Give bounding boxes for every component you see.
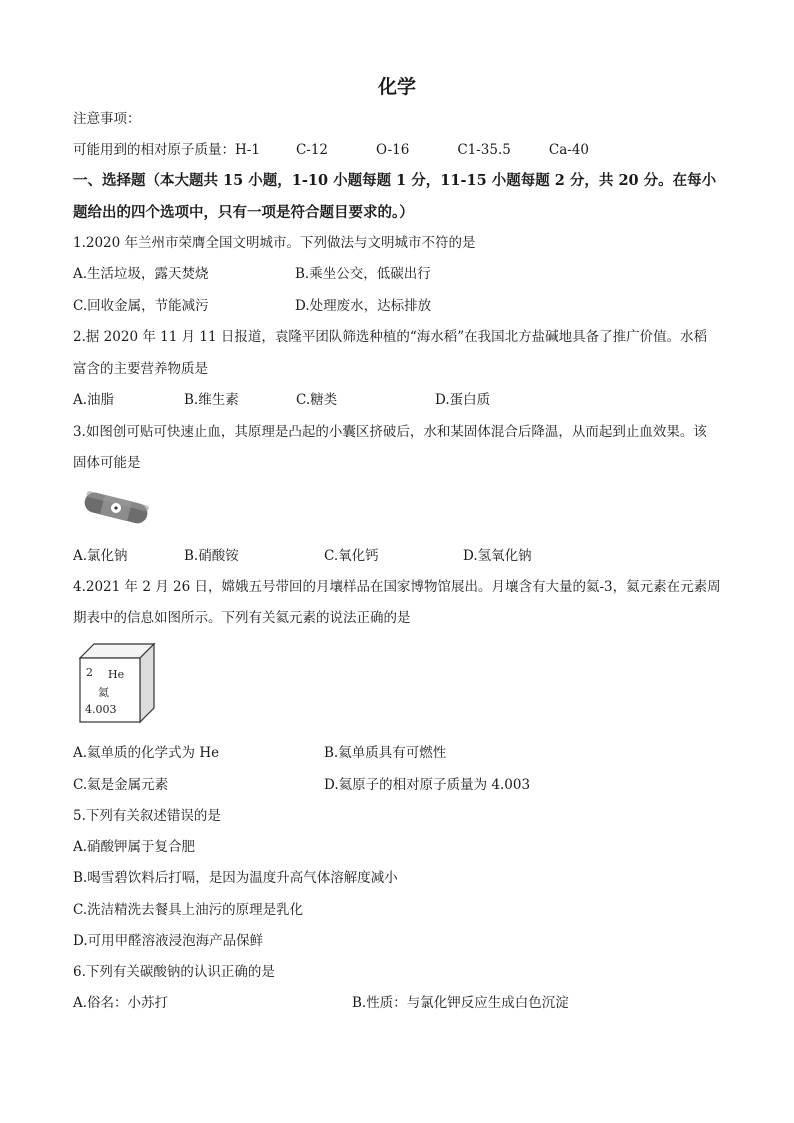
- q5-option-c: C.洗洁精洗去餐具上油污的原理是乳化: [73, 902, 304, 918]
- q1-stem: 1.2020 年兰州市荣膺全国文明城市。下列做法与文明城市不符的是: [73, 235, 476, 251]
- q5-option-b: B.喝雪碧饮料后打嗝，是因为温度升高气体溶解度减小: [73, 870, 398, 886]
- q1-option-a: A.生活垃圾，露天焚烧: [73, 266, 209, 282]
- q6-option-a: A.俗名：小苏打: [73, 995, 169, 1011]
- q2-option-d: D.蛋白质: [435, 392, 491, 408]
- atomic-mass-line: [73, 141, 589, 159]
- q4-stem-line2: 期表中的信息如图所示。下列有关氦元素的说法正确的是: [73, 610, 411, 626]
- q4-options-row1: [73, 744, 733, 762]
- atomic-mass-o: O-16: [376, 142, 410, 158]
- atomic-mass-cl: C1-35.5: [457, 142, 511, 158]
- page-title: 化学: [377, 76, 416, 98]
- q5-option-d: D.可用甲醛溶液浸泡海产品保鲜: [73, 933, 264, 949]
- helium-element-cell: [76, 640, 158, 724]
- element-name: 氦: [98, 686, 109, 699]
- bandage-figure: [80, 482, 152, 534]
- q3-options: [73, 547, 733, 565]
- q3-option-d: D.氢氧化钠: [463, 548, 532, 564]
- q1-option-d: D.处理废水，达标排放: [295, 298, 432, 314]
- atomic-mass-h: H-1: [235, 142, 260, 158]
- q4-option-c: C.氦是金属元素: [73, 777, 169, 793]
- q1-options-row2: [73, 297, 733, 315]
- q3-option-b: B.硝酸铵: [184, 548, 239, 564]
- q1-option-b: B.乘坐公交，低碳出行: [295, 266, 431, 282]
- q3-option-a: A.氯化钠: [73, 548, 128, 564]
- q6-option-b: B.性质：与氯化钾反应生成白色沉淀: [352, 995, 569, 1011]
- q4-stem-line1: 4.2021 年 2 月 26 日，嫦娥五号带回的月壤样品在国家博物馆展出。月壤含有大量的氦-3，氦元素在元素周: [73, 579, 721, 595]
- q6-stem: 6.下列有关碳酸钠的认识正确的是: [73, 964, 275, 980]
- q3-option-c: C.氧化钙: [324, 548, 379, 564]
- element-number: 2: [86, 666, 93, 679]
- atomic-mass-label: 可能用到的相对原子质量：: [73, 142, 235, 158]
- atomic-mass-ca: Ca-40: [548, 142, 589, 158]
- q5-stem: 5.下列有关叙述错误的是: [73, 808, 221, 824]
- q1-options-row1: [73, 265, 733, 283]
- q3-stem-line1: 3.如图创可贴可快速止血，其原理是凸起的小囊区挤破后，水和某固体混合后降温，从而起到止血效果。该: [73, 424, 707, 440]
- q3-stem-line2: 固体可能是: [73, 455, 141, 471]
- q4-option-d: D.氦原子的相对原子质量为 4.003: [324, 777, 531, 793]
- q2-option-c: C.糖类: [296, 392, 338, 408]
- q1-option-c: C.回收金属，节能减污: [73, 298, 209, 314]
- q5-option-a: A.硝酸钾属于复合肥: [73, 839, 196, 855]
- q2-options: [73, 391, 733, 409]
- element-mass: 4.003: [85, 703, 117, 716]
- q4-option-b: B.氦单质具有可燃性: [324, 745, 447, 761]
- element-symbol: He: [108, 668, 125, 681]
- q4-option-a: A.氦单质的化学式为 He: [73, 745, 220, 761]
- q2-option-a: A.油脂: [73, 392, 115, 408]
- atomic-mass-c: C-12: [295, 142, 329, 158]
- q2-stem-line1: 2.据 2020 年 11 月 11 日报道，袁隆平团队筛选种植的“海水稻”在我国北方盐碱地具备了推广价值。水稻: [73, 329, 708, 345]
- notice-label: 注意事项：: [73, 111, 141, 127]
- q2-option-b: B.维生素: [184, 392, 239, 408]
- q2-stem-line2: 富含的主要营养物质是: [73, 361, 208, 377]
- section-heading-line2: 题给出的四个选项中，只有一项是符合题目要求的。）: [73, 204, 414, 221]
- section-heading-line1: 一、选择题（本大题共 15 小题，1-10 小题每题 1 分，11-15 小题每题 2 分，共 20 分。在每小: [73, 172, 717, 189]
- q6-options: [73, 994, 733, 1012]
- q4-options-row2: [73, 776, 733, 794]
